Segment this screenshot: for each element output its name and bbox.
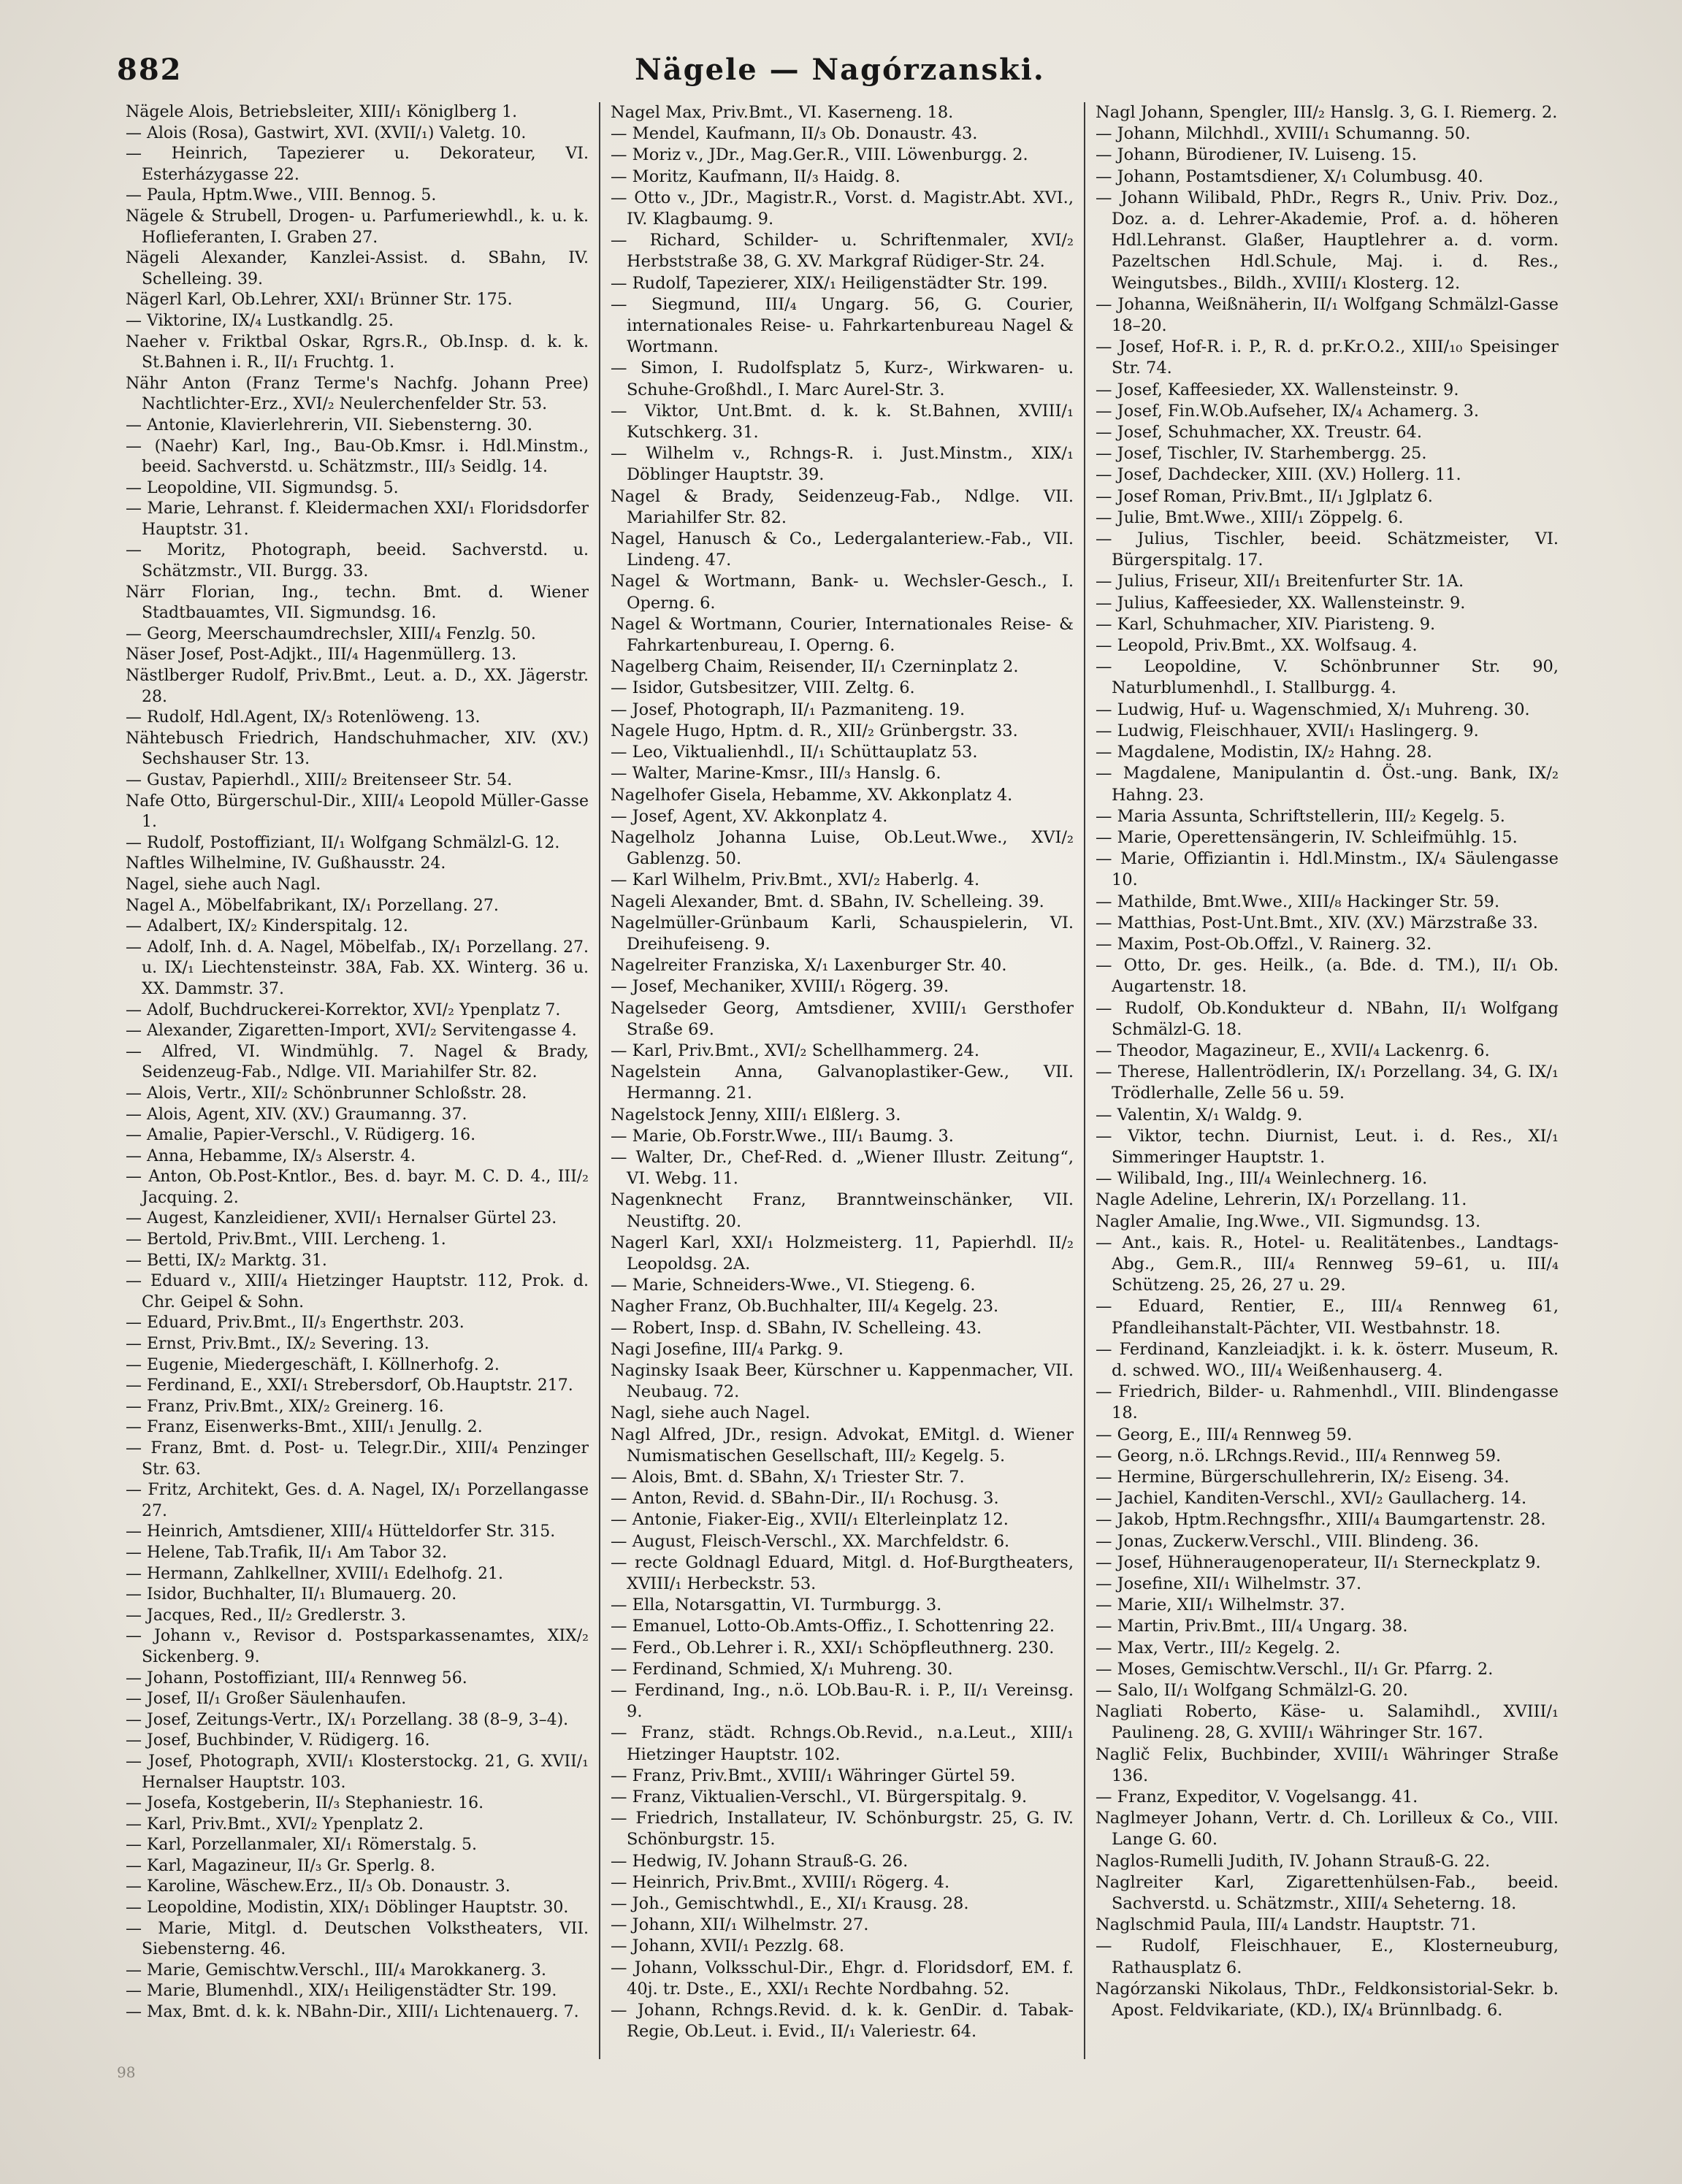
directory-entry: — Alfred, VI. Windmühlg. 7. Nagel & Brady, Seidenzeug-Fab., Ndlge. VII. Mariahilfer Str. 82. [126,1042,589,1082]
directory-entry: — Josef, Buchbinder, V. Rüdigerg. 16. [126,1731,430,1750]
directory-entry: — Betti, IX/₂ Marktg. 31. [126,1251,327,1270]
directory-entry: Nagl, siehe auch Nagel. [611,1403,811,1423]
directory-entry: — Helene, Tab.Trafik, II/₁ Am Tabor 32. [126,1543,448,1562]
directory-entry: — Viktorine, IX/₄ Lustkandlg. 25. [126,311,394,330]
directory-entry: — Ferdinand, Ing., n.ö. LOb.Bau-R. i. P., II/₁ Vereinsg. 9. [611,1681,1074,1722]
directory-entry: Naglschmid Paula, III/₄ Landstr. Hauptstr. 71. [1096,1915,1477,1935]
directory-entry: — Leopold, Priv.Bmt., XX. Wolfsaug. 4. [1096,636,1418,656]
directory-entry: Nagl Johann, Spengler, III/₂ Hanslg. 3, G. I. Riemerg. 2. [1096,103,1558,122]
directory-entry: — Adolf, Buchdruckerei-Korrektor, XVI/₂ Ypenplatz 7. [126,1000,561,1019]
directory-entry: — Karl, Porzellanmaler, XI/₁ Römerstalg. 5. [126,1836,477,1855]
directory-column-1 [115,102,599,2059]
directory-entry: — Josef, Hühneraugenoperateur, II/₁ Sterneckplatz 9. [1096,1552,1541,1572]
directory-entry: — Johann, XVII/₁ Pezzlg. 68. [611,1936,845,1956]
directory-entry: Nagel A., Möbelfabrikant, IX/₁ Porzellang. 27. [126,896,499,915]
directory-entry: Nagel, siehe auch Nagl. [126,875,321,894]
directory-entry: Nagelstock Jenny, XIII/₁ Elßlerg. 3. [611,1105,901,1124]
directory-entry: Nagelmüller-Grünbaum Karli, Schauspielerin, VI. Dreihufeiseng. 9. [611,913,1074,954]
directory-entry: — Moritz, Photograph, beeid. Sachverstd. u. Schätzmstr., VII. Burgg. 33. [126,541,589,581]
directory-entry: — recte Goldnagl Eduard, Mitgl. d. Hof-Burgtheaters, XVIII/₁ Herbeckstr. 53. [611,1552,1074,1594]
directory-entry: Nagele Hugo, Hptm. d. R., XII/₂ Grünbergstr. 33. [611,721,1018,740]
directory-entry: — Theodor, Magazineur, E., XVII/₄ Lackenrg. 6. [1096,1041,1490,1060]
directory-entry: — Eugenie, Miedergeschäft, I. Köllnerhofg. 2. [126,1355,500,1374]
directory-entry: — Marie, Ob.Forstr.Wwe., III/₁ Baumg. 3. [611,1126,954,1146]
directory-entry: — Ferdinand, Schmied, X/₁ Muhreng. 30. [611,1659,953,1679]
directory-entry: — Marie, XII/₁ Wilhelmstr. 37. [1096,1595,1345,1615]
directory-entry: — Maxim, Post-Ob.Offzl., V. Rainerg. 32. [1096,934,1432,954]
directory-entry: Nagel & Brady, Seidenzeug-Fab., Ndlge. VII. Mariahilfer Str. 82. [611,486,1074,527]
directory-entry: Naglič Felix, Buchbinder, XVIII/₁ Währinger Straße 136. [1096,1744,1559,1785]
directory-entry: Nägeli Alexander, Kanzlei-Assist. d. SBahn, IV. Schelleing. 39. [126,249,589,288]
page-title: Nägele — Nagórzanski. [635,53,1045,87]
directory-entry: — Alois, Agent, XIV. (XV.) Graumanng. 37. [126,1105,467,1124]
directory-entry: — Ludwig, Fleischhauer, XVII/₁ Haslingerg. 9. [1096,721,1479,740]
directory-entry: Nähr Anton (Franz Terme's Nachfg. Johann Pree) Nachtlichter-Erz., XVI/₂ Neulerchenfelder Str. 53. [126,374,589,414]
directory-entry: — Alois, Vertr., XII/₂ Schönbrunner Schloßstr. 28. [126,1084,527,1103]
directory-entry: Nagel & Wortmann, Bank- u. Wechsler-Gesch., I. Operng. 6. [611,572,1074,613]
directory-entry: — Josef, Tischler, IV. Starhembergg. 25. [1096,444,1427,464]
directory-entry: — Otto v., JDr., Magistr.R., Vorst. d. Magistr.Abt. XVI., IV. Klagbaumg. 9. [611,188,1074,229]
directory-entry: — Rudolf, Tapezierer, XIX/₁ Heiligenstädter Str. 199. [611,273,1048,293]
directory-entry: — Franz, Eisenwerks-Bmt., XIII/₁ Jenullg. 2. [126,1418,483,1437]
directory-entry: — Alexander, Zigaretten-Import, XVI/₂ Servitengasse 4. [126,1022,577,1041]
directory-entry: — Josef Roman, Priv.Bmt., II/₁ Jglplatz 6. [1096,486,1433,506]
directory-entry: — Josef, Photograph, XVII/₁ Klosterstockg. 21, G. XVII/₁ Hernalser Hauptstr. 103. [126,1752,589,1792]
directory-entry: — Ferd., Ob.Lehrer i. R., XXI/₁ Schöpfleuthnerg. 230. [611,1638,1055,1658]
directory-entry: — Anton, Ob.Post-Kntlor., Bes. d. bayr. M. C. D. 4., III/₂ Jacquing. 2. [126,1168,589,1207]
directory-entry: — Karl, Priv.Bmt., XVI/₂ Ypenplatz 2. [126,1815,424,1834]
directory-entry: — Marie, Operettensängerin, IV. Schleifmühlg. 15. [1096,827,1518,847]
directory-entry: — Friedrich, Bilder- u. Rahmenhdl., VIII. Blindengasse 18. [1096,1382,1559,1423]
directory-entry: — Martin, Priv.Bmt., III/₄ Ungarg. 38. [1096,1617,1408,1636]
directory-entry: — Josef, Fin.W.Ob.Aufseher, IX/₄ Achamerg. 3. [1096,401,1480,421]
directory-entry: — Johann, Volksschul-Dir., Ehgr. d. Floridsdorf, EM. f. 40j. tr. Dste., E., XXI/₁ Rechte Nordbahng. 52. [611,1958,1074,1999]
directory-entry: — Magdalene, Modistin, IX/₂ Hahng. 28. [1096,743,1432,762]
directory-entry: Naglos-Rumelli Judith, IV. Johann Strauß-G. 22. [1096,1851,1491,1871]
directory-entry: — Maria Assunta, Schriftstellerin, III/₂ Kegelg. 5. [1096,806,1505,826]
directory-entry: — Julius, Tischler, beeid. Schätzmeister, VI. Bürgerspitalg. 17. [1096,529,1559,570]
directory-entry: — Antonie, Klavierlehrerin, VII. Siebensterng. 30. [126,415,532,434]
directory-entry: — Franz, Bmt. d. Post- u. Telegr.Dir., XIII/₄ Penzinger Str. 63. [126,1439,589,1479]
page-number: 882 [117,53,183,87]
directory-entry: — Johann, XII/₁ Wilhelmstr. 27. [611,1915,869,1935]
directory-entry: Nagenknecht Franz, Branntweinschänker, VII. Neustiftg. 20. [611,1190,1074,1231]
directory-entry: Naeher v. Friktbal Oskar, Rgrs.R., Ob.Insp. d. k. k. St.Bahnen i. R., II/₁ Fruchtg. 1. [126,332,589,372]
directory-entry: — Mathilde, Bmt.Wwe., XIII/₈ Hackinger Str. 59. [1096,892,1500,911]
directory-entry: Nagliati Roberto, Käse- u. Salamihdl., XVIII/₁ Paulineng. 28, G. XVIII/₁ Währinger Str. 167. [1096,1702,1559,1743]
directory-column-3 [1084,102,1569,2059]
directory-entry: — Rudolf, Hdl.Agent, IX/₃ Rotenlöweng. 13. [126,708,481,727]
directory-entry: — Josef, Hof-R. i. P., R. d. pr.Kr.O.2., XIII/₁₀ Speisinger Str. 74. [1096,337,1559,378]
directory-entry: — Josef, Photograph, II/₁ Pazmaniteng. 19. [611,700,966,719]
directory-entry: — Ludwig, Huf- u. Wagenschmied, X/₁ Muhreng. 30. [1096,700,1530,719]
directory-entry: — Gustav, Papierhdl., XIII/₂ Breitenseer Str. 54. [126,771,513,789]
directory-entry: — Julie, Bmt.Wwe., XIII/₁ Zöppelg. 6. [1096,507,1404,527]
directory-entry: — Johann, Postamtsdiener, X/₁ Columbusg. 40. [1096,166,1483,186]
directory-entry: Nägele & Strubell, Drogen- u. Parfumeriewhdl., k. u. k. Hoflieferanten, I. Graben 27. [126,207,589,247]
directory-entry: — Viktor, techn. Diurnist, Leut. i. d. Res., XI/₁ Simmeringer Hauptstr. 1. [1096,1126,1559,1167]
page-header [117,53,1563,93]
directory-entry: — Jachiel, Kanditen-Verschl., XVI/₂ Gaullacherg. 14. [1096,1489,1527,1509]
directory-entry: — Eduard, Priv.Bmt., II/₃ Engerthstr. 203. [126,1314,465,1333]
directory-entry: — Johann Wilibald, PhDr., Regrs R., Univ. Priv. Doz., Doz. a. d. Lehrer-Akademie, Prof. a. d. höheren Hdl.Lehranst. Glaßer, Hauptlehrer a. d. vorm. Pazeltschen Hdl.Schule, Maj. i. d. Res., Weingutsbes., Bildh., XVIII/₁ Klosterg. 12. [1096,188,1559,293]
directory-entry: — Rudolf, Postoffiziant, II/₁ Wolfgang Schmälzl-G. 12. [126,833,560,852]
directory-entry: Nagelreiter Franziska, X/₁ Laxenburger Str. 40. [611,956,1007,976]
directory-entry: — Richard, Schilder- u. Schriftenmaler, XVI/₂ Herbststraße 38, G. XV. Markgraf Rüdiger-Str. 24. [611,231,1074,272]
directory-entry: Nagler Amalie, Ing.Wwe., VII. Sigmundsg. 13. [1096,1211,1481,1231]
directory-entry: — Otto, Dr. ges. Heilk., (a. Bde. d. TM.), II/₁ Ob. Augartenstr. 18. [1096,956,1559,997]
directory-entry: Nagelholz Johanna Luise, Ob.Leut.Wwe., XVI/₂ Gablenzg. 50. [611,827,1074,869]
directory-entry: Nähtebusch Friedrich, Handschuhmacher, XIV. (XV.) Sechshauser Str. 13. [126,729,589,769]
directory-entry: — Marie, Gemischtw.Verschl., III/₄ Marokkanerg. 3. [126,1961,546,1980]
directory-entry: — Jacques, Red., II/₂ Gredlerstr. 3. [126,1606,407,1625]
directory-entry: — Marie, Lehranst. f. Kleidermachen XXI/₁ Floridsdorfer Hauptstr. 31. [126,499,589,539]
directory-entry: — Anton, Revid. d. SBahn-Dir., II/₁ Rochusg. 3. [611,1489,999,1509]
directory-entry: Nagelhofer Gisela, Hebamme, XV. Akkonplatz 4. [611,785,1013,805]
directory-entry: — Josefine, XII/₁ Wilhelmstr. 37. [1096,1574,1362,1594]
directory-entry: — Simon, I. Rudolfsplatz 5, Kurz-, Wirkwaren- u. Schuhe-Großhdl., I. Marc Aurel-Str. 3. [611,359,1074,399]
directory-entry: — Bertold, Priv.Bmt., VIII. Lercheng. 1. [126,1230,446,1249]
directory-entry: — August, Fleisch-Verschl., XX. Marchfeldstr. 6. [611,1531,1010,1551]
directory-entry: — Jakob, Hptm.Rechngsfhr., XIII/₄ Baumgartenstr. 28. [1096,1510,1546,1530]
directory-entry: — Heinrich, Tapezierer u. Dekorateur, VI. Esterházygasse 22. [126,145,589,184]
directory-entry: Naglreiter Karl, Zigarettenhülsen-Fab., beeid. Sachverstd. u. Schätzmstr., XIII/₄ Seheterng. 18. [1096,1872,1559,1914]
directory-entry: — Marie, Offiziantin i. Hdl.Minstm., IX/₄ Säulengasse 10. [1096,849,1559,890]
directory-entry: Naginsky Isaak Beer, Kürschner u. Kappenmacher, VII. Neubaug. 72. [611,1360,1074,1402]
directory-entry: — Georg, E., III/₄ Rennweg 59. [1096,1425,1353,1444]
directory-entry: — Jonas, Zuckerw.Verschl., VIII. Blindeng. 36. [1096,1531,1480,1551]
directory-entry: — Franz, Expeditor, V. Vogelsangg. 41. [1096,1788,1418,1807]
directory-entry: — Eduard v., XIII/₄ Hietzinger Hauptstr. 112, Prok. d. Chr. Geipel & Sohn. [126,1272,589,1311]
directory-entry: — Salo, II/₁ Wolfgang Schmälzl-G. 20. [1096,1681,1408,1701]
directory-entry: — Adalbert, IX/₂ Kinderspitalg. 12. [126,917,408,936]
directory-entry: — Fritz, Architekt, Ges. d. A. Nagel, IX/₁ Porzellangasse 27. [126,1481,589,1520]
directory-entry: Nagelberg Chaim, Reisender, II/₁ Czerninplatz 2. [611,657,1019,677]
directory-entry: — Adolf, Inh. d. A. Nagel, Möbelfab., IX/₁ Porzellang. 27. u. IX/₁ Liechtensteinstr. 38A, Fab. XX. Winterg. 36 u. XX. Dammstr. 37. [126,938,589,998]
directory-entry: — Franz, Viktualien-Verschl., VI. Bürgerspitalg. 9. [611,1788,1028,1807]
directory-entry: — Josef, Schuhmacher, XX. Treustr. 64. [1096,423,1423,442]
directory-entry: — Max, Bmt. d. k. k. NBahn-Dir., XIII/₁ Lichtenauerg. 7. [126,2003,579,2022]
directory-entry: — Anna, Hebamme, IX/₃ Alserstr. 4. [126,1146,416,1165]
directory-entry: — (Naehr) Karl, Ing., Bau-Ob.Kmsr. i. Hdl.Minstm., beeid. Sachverstd. u. Schätzmstr., III/₃ Seidlg. 14. [126,437,589,477]
directory-entry: — Isidor, Buchhalter, II/₁ Blumauerg. 20. [126,1585,457,1604]
directory-entry: — Karl Wilhelm, Priv.Bmt., XVI/₂ Haberlg. 4. [611,870,980,890]
directory-entry: — Hermann, Zahlkellner, XVIII/₁ Edelhofg. 21. [126,1564,503,1583]
directory-entry: — Johann, Postoffiziant, III/₄ Rennweg 56. [126,1668,467,1687]
directory-entry: — Valentin, X/₁ Waldg. 9. [1096,1105,1303,1124]
directory-entry: Nageli Alexander, Bmt. d. SBahn, IV. Schelleing. 39. [611,892,1044,911]
directory-entry: — Karl, Priv.Bmt., XVI/₂ Schellhammerg. 24. [611,1041,980,1060]
directory-entry: Naftles Wilhelmine, IV. Gußhausstr. 24. [126,854,446,873]
directory-entry: — Ferdinand, Kanzleiadjkt. i. k. k. österr. Museum, R. d. schwed. WO., III/₄ Weißenhauserg. 4. [1096,1339,1559,1380]
directory-entry: — Hedwig, IV. Johann Strauß-G. 26. [611,1851,909,1871]
directory-entry: — Johanna, Weißnäherin, II/₁ Wolfgang Schmälzl-Gasse 18–20. [1096,294,1559,336]
directory-entry: — Ferdinand, E., XXI/₁ Strebersdorf, Ob.Hauptstr. 217. [126,1376,573,1395]
directory-entry: — Amalie, Papier-Verschl., V. Rüdigerg. 16. [126,1126,476,1145]
directory-entry: Nagel & Wortmann, Courier, Internationales Reise- & Fahrkartenbureau, I. Operng. 6. [611,614,1074,656]
directory-entry: — Karl, Magazineur, II/₃ Gr. Sperlg. 8. [126,1856,436,1875]
directory-column-2 [599,102,1084,2059]
directory-entry: — Franz, Priv.Bmt., XVIII/₁ Währinger Gürtel 59. [611,1766,1016,1785]
directory-entry: Nagl Alfred, JDr., resign. Advokat, EMitgl. d. Wiener Numismatischen Gesellschaft, III/₂ Kegelg. 5. [611,1425,1074,1465]
directory-entry: — Josef, Agent, XV. Akkonplatz 4. [611,806,888,826]
directory-entry: — Franz, Priv.Bmt., XIX/₂ Greinerg. 16. [126,1397,444,1416]
directory-entry: Nagórzanski Nikolaus, ThDr., Feldkonsistorial-Sekr. b. Apost. Feldvikariate, (KD.), IX/₄ Brünnlbadg. 6. [1096,1979,1559,2020]
directory-entry: — Johann, Bürodiener, IV. Luiseng. 15. [1096,145,1418,165]
directory-entry: — Moses, Gemischtw.Verschl., II/₁ Gr. Pfarrg. 2. [1096,1659,1494,1679]
directory-entry: — Julius, Friseur, XII/₁ Breitenfurter Str. 1A. [1096,572,1464,591]
directory-entry: — Moritz, Kaufmann, II/₃ Haidg. 8. [611,166,901,186]
directory-entry: — Rudolf, Ob.Kondukteur d. NBahn, II/₁ Wolfgang Schmälzl-G. 18. [1096,998,1559,1039]
directory-entry: Nagi Josefine, III/₄ Parkg. 9. [611,1339,844,1359]
directory-entry: — Viktor, Unt.Bmt. d. k. k. St.Bahnen, XVIII/₁ Kutschkerg. 31. [611,401,1074,442]
directory-entry: — Friedrich, Installateur, IV. Schönburgstr. 25, G. IV. Schönburgstr. 15. [611,1809,1074,1850]
directory-entry: — Wilhelm v., Rchngs-R. i. Just.Minstm., XIX/₁ Döblinger Hauptstr. 39. [611,444,1074,485]
directory-entry: — Matthias, Post-Unt.Bmt., XIV. (XV.) Märzstraße 33. [1096,913,1538,932]
directory-entry: Nägele Alois, Betriebsleiter, XIII/₁ Königlberg 1. [126,103,518,121]
directory-entry: — Eduard, Rentier, E., III/₄ Rennweg 61, Pfandleihanstalt-Pächter, VII. Westbahnstr. 18. [1096,1297,1559,1338]
directory-entry: — Karl, Schuhmacher, XIV. Piaristeng. 9. [1096,614,1436,634]
directory-entry: — Ernst, Priv.Bmt., IX/₂ Severing. 13. [126,1335,429,1354]
directory-entry: — Robert, Insp. d. SBahn, IV. Schelleing. 43. [611,1318,982,1338]
directory-entry: Nägerl Karl, Ob.Lehrer, XXI/₁ Brünner Str. 175. [126,291,513,310]
directory-entry: — Rudolf, Fleischhauer, E., Klosterneuburg, Rathausplatz 6. [1096,1936,1559,1977]
directory-entry: — Ant., kais. R., Hotel- u. Realitätenbes., Landtags-Abg., Gem.R., III/₄ Rennweg 59–61, u. III/₄ Schützeng. 25, 26, 27 u. 29. [1096,1233,1559,1295]
directory-entry: — Marie, Blumenhdl., XIX/₁ Heiligenstädter Str. 199. [126,1982,557,2001]
directory-entry: — Mendel, Kaufmann, II/₃ Ob. Donaustr. 43. [611,124,978,144]
directory-entry: — Josefa, Kostgeberin, II/₃ Stephaniestr. 16. [126,1794,484,1813]
directory-entry: — Moriz v., JDr., Mag.Ger.R., VIII. Löwenburgg. 2. [611,145,1028,165]
directory-entry: Nagher Franz, Ob.Buchhalter, III/₄ Kegelg. 23. [611,1297,999,1317]
directory-entry: — Siegmund, III/₄ Ungarg. 56, G. Courier, internationales Reise- u. Fahrkartenbureau Nagel & Wortmann. [611,294,1074,357]
directory-entry: — Leopoldine, Modistin, XIX/₁ Döblinger Hauptstr. 30. [126,1898,569,1917]
directory-entry: Naglmeyer Johann, Vertr. d. Ch. Lorilleux & Co., VIII. Lange G. 60. [1096,1809,1559,1850]
directory-entry: Nagerl Karl, XXI/₁ Holzmeisterg. 11, Papierhdl. II/₂ Leopoldsg. 2A. [611,1233,1074,1273]
directory-entry: Näser Josef, Post-Adjkt., III/₄ Hagenmüllerg. 13. [126,645,517,664]
directory-entry: — Johann v., Revisor d. Postsparkassenamtes, XIX/₂ Sickenberg. 9. [126,1627,589,1666]
directory-entry: — Max, Vertr., III/₂ Kegelg. 2. [1096,1638,1341,1658]
directory-entry: — Antonie, Fiaker-Eig., XVII/₁ Elterleinplatz 12. [611,1510,1009,1530]
directory-entry: Nagelseder Georg, Amtsdiener, XVIII/₁ Gersthofer Straße 69. [611,998,1074,1039]
directory-entry: Nagel Max, Priv.Bmt., VI. Kaserneng. 18. [611,103,954,122]
directory-entry: — Heinrich, Priv.Bmt., XVIII/₁ Rögerg. 4. [611,1872,950,1892]
directory-entry: — Josef, Dachdecker, XIII. (XV.) Hollerg. 11. [1096,465,1461,485]
directory-entry: — Heinrich, Amtsdiener, XIII/₄ Hütteldorfer Str. 315. [126,1522,556,1541]
directory-entry: — Wilibald, Ing., III/₄ Weinlechnerg. 16. [1096,1169,1428,1189]
directory-entry: — Leopoldine, VII. Sigmundsg. 5. [126,478,399,497]
directory-entry: — Marie, Mitgl. d. Deutschen Volkstheaters, VII. Siebensterng. 46. [126,1919,589,1959]
directory-entry: Nagel, Hanusch & Co., Ledergalanteriew.-Fab., VII. Lindeng. 47. [611,529,1074,570]
directory-entry: — Josef, Mechaniker, XVIII/₁ Rögerg. 39. [611,977,949,997]
footer-mark: 98 [117,2064,136,2081]
directory-entry: — Karoline, Wäschew.Erz., II/₃ Ob. Donaustr. 3. [126,1877,511,1896]
directory-entry: — Isidor, Gutsbesitzer, VIII. Zeltg. 6. [611,678,915,698]
directory-entry: Nafe Otto, Bürgerschul-Dir., XIII/₄ Leopold Müller-Gasse 1. [126,792,589,832]
directory-entry: — Magdalene, Manipulantin d. Öst.-ung. Bank, IX/₂ Hahng. 23. [1096,764,1559,805]
directory-entry: — Ella, Notarsgattin, VI. Turmburgg. 3. [611,1595,942,1615]
directory-entry: — Josef, Kaffeesieder, XX. Wallensteinstr. 9. [1096,380,1459,399]
directory-entry: Närr Florian, Ing., techn. Bmt. d. Wiener Stadtbauamtes, VII. Sigmundsg. 16. [126,583,589,623]
directory-entry: Nagle Adeline, Lehrerin, IX/₁ Porzellang. 11. [1096,1190,1467,1210]
directory-entry: — Leo, Viktualienhdl., II/₁ Schüttauplatz 53. [611,743,978,762]
directory-entry: — Georg, n.ö. LRchngs.Revid., III/₄ Rennweg 59. [1096,1446,1502,1465]
directory-entry: — Joh., Gemischtwhdl., E., XI/₁ Krausg. 28. [611,1894,969,1914]
directory-entry: — Leopoldine, V. Schönbrunner Str. 90, Naturblumenhdl., I. Stallburgg. 4. [1096,657,1559,698]
directory-entry: — Julius, Kaffeesieder, XX. Wallensteinstr. 9. [1096,593,1466,613]
directory-entry: — Walter, Marine-Kmsr., III/₃ Hanslg. 6. [611,764,941,783]
directory-entry: — Georg, Meerschaumdrechsler, XIII/₄ Fenzlg. 50. [126,624,536,643]
directory-entry: — Johann, Rchngs.Revid. d. k. k. GenDir. d. Tabak-Regie, Ob.Leut. i. Evid., II/₁ Valeriestr. 64. [611,2001,1074,2042]
directory-columns [115,102,1569,2059]
directory-entry: — Marie, Schneiders-Wwe., VI. Stiegeng. 6. [611,1276,976,1295]
directory-entry: — Josef, Zeitungs-Vertr., IX/₁ Porzellang. 38 (8–9, 3–4). [126,1710,569,1729]
directory-entry: — Alois, Bmt. d. SBahn, X/₁ Triester Str. 7. [611,1468,965,1487]
directory-entry: Nagelstein Anna, Galvanoplastiker-Gew., VII. Hermanng. 21. [611,1062,1074,1103]
directory-entry: — Paula, Hptm.Wwe., VIII. Bennog. 5. [126,186,437,205]
directory-entry: — Emanuel, Lotto-Ob.Amts-Offiz., I. Schottenring 22. [611,1617,1055,1636]
directory-entry: — Franz, städt. Rchngs.Ob.Revid., n.a.Leut., XIII/₁ Hietzinger Hauptstr. 102. [611,1723,1074,1764]
directory-entry: Nästlberger Rudolf, Priv.Bmt., Leut. a. D., XX. Jägerstr. 28. [126,667,589,706]
directory-entry: — Josef, II/₁ Großer Säulenhaufen. [126,1690,407,1709]
directory-entry: — Alois (Rosa), Gastwirt, XVI. (XVII/₁) Valetg. 10. [126,123,527,142]
directory-entry: — Hermine, Bürgerschullehrerin, IX/₂ Eiseng. 34. [1096,1468,1510,1487]
directory-entry: — Johann, Milchhdl., XVIII/₁ Schumanng. 50. [1096,124,1471,144]
directory-entry: — Walter, Dr., Chef-Red. d. „Wiener Illustr. Zeitung“, VI. Webg. 11. [611,1147,1074,1189]
directory-entry: — Therese, Hallentrödlerin, IX/₁ Porzellang. 34, G. IX/₁ Trödlerhalle, Zelle 56 u. 59. [1096,1062,1559,1103]
directory-entry: — Augest, Kanzleidiener, XVII/₁ Hernalser Gürtel 23. [126,1209,557,1228]
